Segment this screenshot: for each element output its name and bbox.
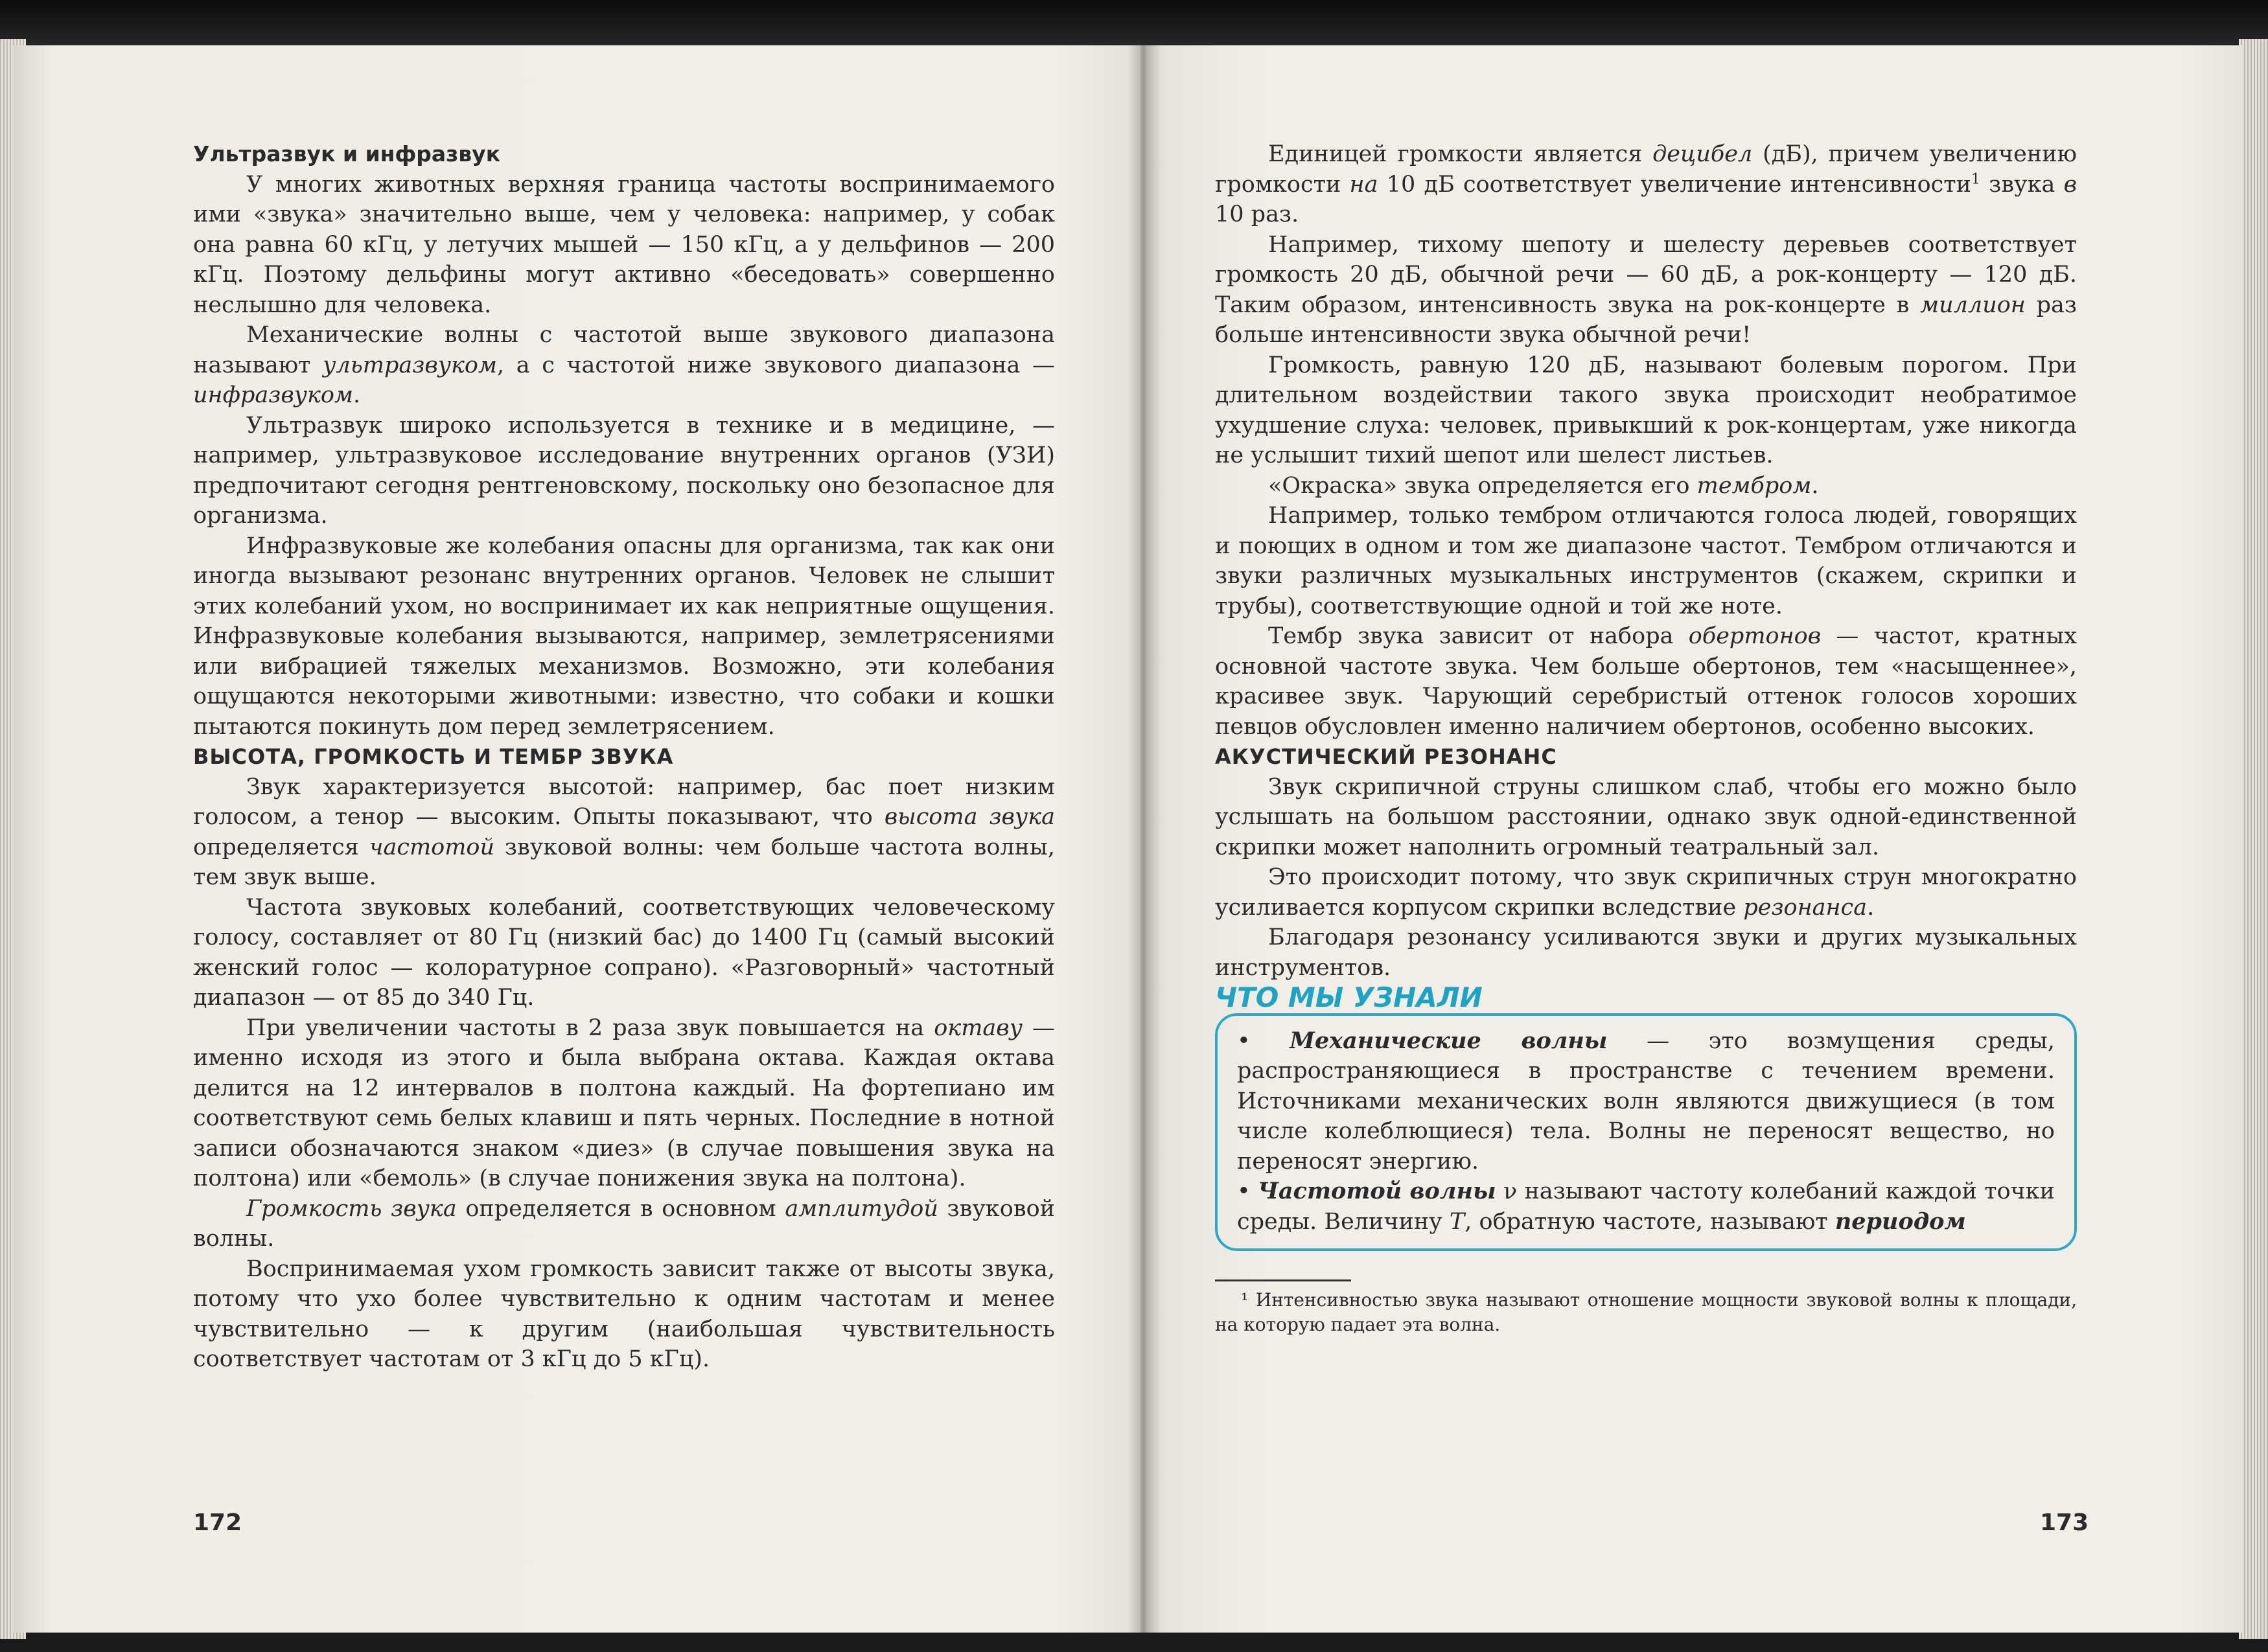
summary-title: ЧТО МЫ УЗНАЛИ [1215, 981, 1483, 1013]
paragraph [1215, 923, 2077, 983]
text-run: Это происходит потому, что звук скрипичных струн многократно усиливается корпусом скрипки вследствие [1215, 864, 2077, 921]
text-run: (дБ), причем увеличению громкости [1215, 141, 2077, 198]
left-section-paragraphs [193, 772, 1055, 1375]
page-number-right: 173 [2040, 1509, 2089, 1536]
text-run: инфразвуком [193, 382, 354, 408]
text-run: децибел [1652, 141, 1753, 167]
page-number-left: 172 [193, 1509, 242, 1536]
text-run: Благодаря резонансу усиливаются звуки и других музыкальных инструментов. [1215, 924, 2077, 981]
footnote: ¹ Интенсивностью звука называют отношение мощности звуковой волны к площади, на которую падает эта волна. [1215, 1289, 2077, 1335]
right-paragraphs [1215, 139, 2077, 742]
text-run: 1 [1971, 170, 1980, 187]
text-run: Механические волны [1290, 1027, 1608, 1054]
paragraph [193, 320, 1055, 411]
paragraph [193, 1194, 1055, 1254]
text-run: определяется [193, 834, 369, 860]
left-paragraphs [193, 170, 1055, 742]
text-run: Механические волны с частотой выше звукового диапазона называют [193, 322, 1055, 378]
paragraph [193, 1013, 1055, 1194]
footnote-divider [1215, 1279, 1351, 1281]
text-run: . [1811, 472, 1819, 499]
summary-item [1237, 1176, 2055, 1237]
paragraph [193, 1254, 1055, 1375]
paragraph [1215, 621, 2077, 742]
text-run: октаву [934, 1015, 1023, 1041]
text-run: звуковой волны: чем больше частота волны, тем звук выше. [193, 834, 1055, 890]
paragraph [1215, 471, 2077, 501]
text-run: Инфразвуковые же колебания опасны для организма, так как они иногда вызывают резонанс внутренних органов. Человек не слышит этих колебаний ухом, но воспринимает их как неприятные ощущения. Инфразвуковые колебания вызываются, например, землетрясениями или вибрацией тяжелых механизмов. Возможно, эти колебания ощущаются некоторыми животными: известно, что собаки и кошки пытаются покинуть дом перед землетрясением. [193, 533, 1055, 740]
text-run: T [1449, 1208, 1465, 1235]
paragraph [193, 772, 1055, 893]
text-run: — это возмущения среды, распространяющиеся в пространстве с течением времени. Источниками механических волн являются движущиеся (в том числе колеблющиеся) тела. Волны не переносят вещество, но переносят энергию. [1237, 1027, 2055, 1175]
paragraph [1215, 862, 2077, 923]
text-run: в [2063, 171, 2077, 198]
text-run: 10 дБ соответствует увеличение интенсивности [1378, 171, 1971, 198]
text-run: определяется в основном [456, 1195, 785, 1222]
text-run: У многих животных верхняя граница частоты воспринимаемого ими «звука» значительно выше, чем у человека: например, у собак она равна 60 кГц, у летучих мышей — 150 кГц, а у дельфинов — 200 кГц. Поэтому дельфины могут активно «беседовать» совершенно неслышно для человека. [193, 171, 1055, 318]
text-run: звуковой волны. [193, 1195, 1055, 1252]
text-run: • [1237, 1178, 1258, 1204]
text-run: амплитудой [785, 1195, 938, 1222]
text-run: • [1237, 1027, 1290, 1054]
top-shadow [0, 0, 2268, 52]
text-run: частотой [369, 834, 495, 860]
text-run: 10 раз. [1215, 201, 1299, 227]
left-text-column [193, 139, 1055, 1375]
summary-item [1237, 1026, 2055, 1177]
text-run: на [1349, 171, 1378, 198]
page-edges-right [2239, 39, 2268, 1639]
text-run: Громкость, равную 120 дБ, называют болевым порогом. При длительном воздействии такого звука происходит необратимое ухудшение слуха: человек, привыкший к рок-концертам, уже никогда не услышит тихий шепот или шелест листьев. [1215, 352, 2077, 468]
text-run: высота звука [884, 804, 1055, 830]
text-run: тембром [1696, 472, 1812, 499]
text-run: периодом [1834, 1208, 1966, 1235]
text-run: обертонов [1688, 623, 1822, 649]
text-run: Звук скрипичной струны слишком слаб, чтобы его можно было услышать на большом расстоянии, однако звук одной-единственной скрипки может наполнить огромный театральный зал. [1215, 774, 2077, 860]
text-run: Звук характеризуется высотой: например, бас поет низким голосом, а тенор — высоким. Опыты показывают, что [193, 774, 1055, 830]
text-run: Единицей громкости является [1268, 141, 1653, 167]
text-run: Частотой волны [1258, 1178, 1496, 1204]
text-run: миллион [1920, 292, 2026, 318]
summary-box [1215, 1013, 2077, 1252]
text-run: . [1867, 894, 1875, 921]
text-run: Тембр звука зависит от набора [1268, 623, 1689, 649]
subheading-ultrasound: Ультразвук и инфразвук [193, 141, 501, 166]
paragraph [1215, 772, 2077, 863]
text-run: резонанса [1743, 894, 1868, 921]
paragraph [1215, 139, 2077, 230]
paragraph [193, 411, 1055, 531]
text-run: «Окраска» звука определяется его [1268, 472, 1697, 499]
text-run: Например, тихому шепоту и шелесту деревьев соответствует громкость 20 дБ, обычной речи — 60 дБ, а рок-концерту — 120 дБ. Таким образом, интенсивность звука на рок-концерте в [1215, 231, 2077, 318]
text-run: — частот, кратных основной частоте звука. Чем больше обертонов, тем «насыщеннее», красивее звук. Чарующий серебристый оттенок голосов хороших певцов обусловлен именно наличием обертонов, особенно высоких. [1215, 623, 2077, 740]
text-run: . [353, 382, 361, 408]
text-run: — именно исходя из этого и была выбрана октава. Каждая октава делится на 12 интервалов в полтона каждый. На фортепиано им соответствуют семь белых клавиш и пять черных. Последние в нотной записи обозначаются знаком «диез» (в случае повышения звука на полтона) или «бемоль» (в случае понижения звука на полтона). [193, 1015, 1055, 1191]
paragraph [193, 893, 1055, 1013]
text-run: , а с частотой ниже звукового диапазона — [497, 352, 1055, 378]
section-heading-pitch: ВЫСОТА, ГРОМКОСТЬ И ТЕМБР ЗВУКА [193, 744, 674, 769]
book-gutter [1128, 45, 1160, 1633]
text-run: Ультразвук широко используется в технике и в медицине, — например, ультразвуковое исследование внутренних органов (УЗИ) предпочитают сегодня рентгеновскому, поскольку оно безопасное для организма. [193, 412, 1055, 529]
text-run: Например, только тембром отличаются голоса людей, говорящих и поющих в одном и том же диапазоне частот. Тембром отличаются и звуки различных музыкальных инструментов (скажем, скрипки и трубы), соответствующие одной и той же ноте. [1215, 503, 2077, 619]
text-run: При увеличении частоты в 2 раза звук повышается на [246, 1015, 934, 1041]
text-run: Воспринимаемая ухом громкость зависит также от высоты звука, потому что ухо более чувствительно к одним частотам и менее чувствительно — к другим (наибольшая чувствительность соответствует частотам от 3 кГц до 5 кГц). [193, 1256, 1055, 1372]
right-text-column [1215, 139, 2077, 1337]
text-run: , обратную частоте, называют [1464, 1208, 1835, 1235]
paragraph [193, 170, 1055, 321]
text-run: раз больше интенсивности звука обычной речи! [1215, 292, 2077, 348]
text-run: ультразвуком [323, 352, 498, 378]
text-run: Частота звуковых колебаний, соответствующих человеческому голосу, составляет от 80 Гц (низкий бас) до 1400 Гц (самый высокий женский голос — колоратурное сопрано). «Разговорный» частотный диапазон — от 85 до 340 Гц. [193, 894, 1055, 1011]
paragraph [1215, 230, 2077, 350]
paragraph [193, 531, 1055, 742]
section-heading-resonance: АКУСТИЧЕСКИЙ РЕЗОНАНС [1215, 744, 1557, 769]
text-run: звука [1980, 171, 2064, 198]
paragraph [1215, 350, 2077, 471]
right-section-paragraphs [1215, 772, 2077, 983]
text-run: Громкость звука [246, 1195, 457, 1222]
text-run: ν называют частоту колебаний каждой точки среды. Величину [1237, 1178, 2055, 1235]
paragraph [1215, 501, 2077, 621]
